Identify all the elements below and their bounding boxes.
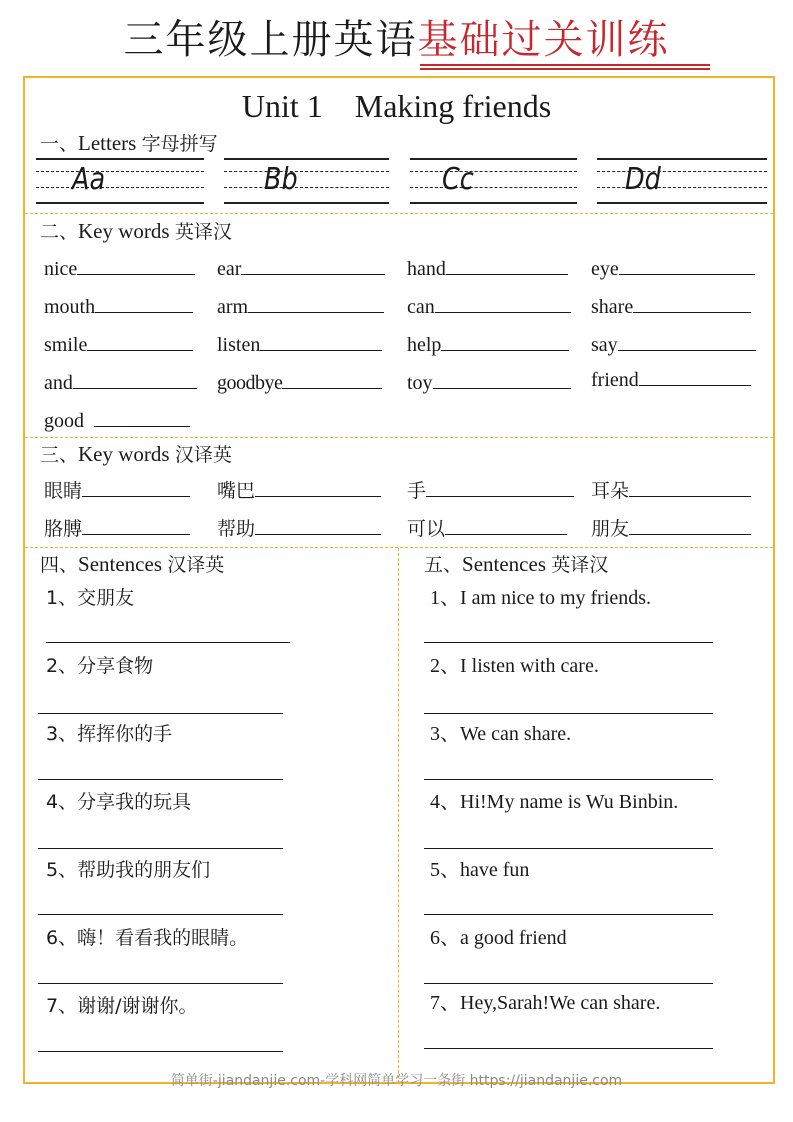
- word-item[interactable]: can: [407, 294, 571, 319]
- sentence-item: 6、a good friend: [430, 927, 567, 949]
- answer-line[interactable]: [38, 848, 283, 849]
- section-sentences-cn-en-heading: 四、Sentences 汉译英: [40, 552, 225, 576]
- title-underline: [420, 64, 710, 66]
- word-item[interactable]: 帮助: [217, 516, 381, 541]
- word-item[interactable]: share: [591, 294, 751, 319]
- sentence-item: 5、帮助我的朋友们: [46, 859, 211, 881]
- sentence-item: 1、交朋友: [46, 587, 135, 609]
- page-title: [0, 10, 793, 70]
- section-cn-en-heading: 三、Key words 汉译英: [40, 442, 232, 466]
- word-item[interactable]: ear: [217, 256, 385, 281]
- word-item[interactable]: and: [44, 370, 197, 395]
- word-item[interactable]: hand: [407, 256, 568, 281]
- divider-1: [25, 213, 773, 214]
- answer-line[interactable]: [424, 848, 713, 849]
- word-item[interactable]: goodbye: [217, 370, 382, 395]
- section-letters-heading: 一、Letters 字母拼写: [40, 131, 218, 155]
- word-item[interactable]: say: [591, 332, 756, 357]
- answer-line[interactable]: [38, 1051, 283, 1052]
- letter-glyph: Cc: [442, 162, 474, 197]
- title-black-part: 三年级上册英语: [123, 17, 418, 63]
- word-item[interactable]: toy: [407, 370, 571, 395]
- sentence-item: 7、Hey,Sarah!We can share.: [430, 992, 661, 1014]
- word-item[interactable]: 朋友: [591, 516, 751, 541]
- sentence-item: 5、have fun: [430, 859, 530, 881]
- letter-glyph: Dd: [625, 162, 661, 197]
- word-item[interactable]: eye: [591, 256, 755, 281]
- sentence-item: 4、分享我的玩具: [46, 791, 192, 813]
- answer-line[interactable]: [424, 713, 713, 714]
- divider-vertical: [398, 548, 399, 1083]
- sentence-item: 4、Hi!My name is Wu Binbin.: [430, 791, 679, 813]
- sentence-item: 2、I listen with care.: [430, 655, 599, 677]
- answer-line[interactable]: [424, 983, 713, 984]
- letter-box-1[interactable]: [36, 157, 204, 205]
- word-item[interactable]: good: [44, 408, 190, 433]
- word-item[interactable]: nice: [44, 256, 195, 281]
- word-item[interactable]: smile: [44, 332, 193, 357]
- word-item[interactable]: 手: [407, 478, 574, 503]
- divider-2: [25, 437, 773, 438]
- letter-box-4[interactable]: [597, 157, 767, 205]
- sentence-item: 3、挥挥你的手: [46, 723, 173, 745]
- letter-glyph: Bb: [264, 162, 298, 197]
- letter-glyph: Aa: [72, 162, 106, 197]
- section-sentences-en-cn-heading: 五、Sentences 英译汉: [424, 552, 609, 576]
- sentence-item: 3、We can share.: [430, 723, 572, 745]
- word-item[interactable]: mouth: [44, 294, 193, 319]
- letter-box-2[interactable]: [224, 157, 389, 205]
- answer-line[interactable]: [424, 642, 713, 643]
- section-en-cn-heading: 二、Key words 英译汉: [40, 219, 232, 243]
- word-item[interactable]: help: [407, 332, 569, 357]
- answer-line[interactable]: [38, 713, 283, 714]
- word-item[interactable]: 眼睛: [44, 478, 190, 503]
- sentence-item: 7、谢谢/谢谢你。: [46, 995, 198, 1017]
- answer-line[interactable]: [424, 1048, 713, 1049]
- sentence-item: 2、分享食物: [46, 655, 154, 677]
- answer-line[interactable]: [38, 983, 283, 984]
- letter-box-3[interactable]: [410, 157, 577, 205]
- word-item[interactable]: friend: [591, 367, 751, 392]
- word-item[interactable]: 耳朵: [591, 478, 751, 503]
- word-item[interactable]: 嘴巴: [217, 478, 381, 503]
- word-item[interactable]: 胳膊: [44, 516, 190, 541]
- answer-line[interactable]: [424, 914, 713, 915]
- answer-line[interactable]: [46, 642, 290, 643]
- word-item[interactable]: arm: [217, 294, 384, 319]
- answer-line[interactable]: [38, 914, 283, 915]
- title-underline-2: [420, 68, 710, 70]
- sentence-item: 6、嗨！看看我的眼睛。: [46, 927, 249, 949]
- footer-watermark: 简单街-jiandanjie.com-学科网简单学习一条街 https://jiandanjie.com: [170, 1073, 623, 1089]
- word-item[interactable]: 可以: [407, 516, 567, 541]
- sentence-item: 1、I am nice to my friends.: [430, 587, 652, 609]
- answer-line[interactable]: [424, 779, 713, 780]
- word-item[interactable]: listen: [217, 332, 382, 357]
- divider-3: [25, 547, 773, 548]
- unit-heading: Unit 1 Making friends: [241, 88, 552, 124]
- title-red-part: 基础过关训练: [417, 17, 670, 63]
- answer-line[interactable]: [38, 779, 283, 780]
